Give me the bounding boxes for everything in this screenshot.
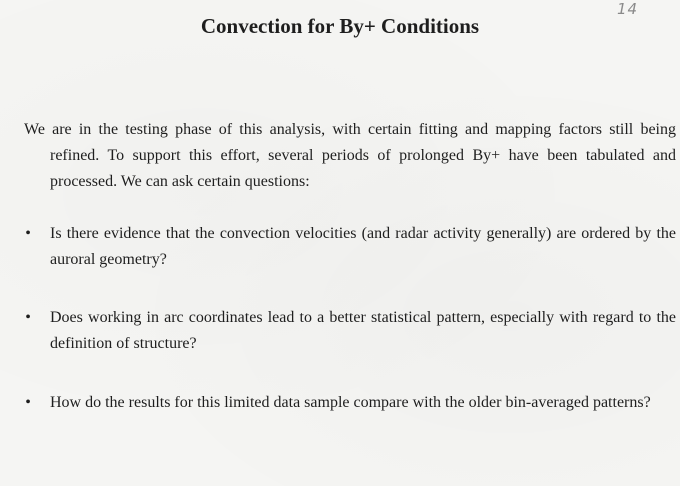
- bullet-icon: •: [25, 394, 31, 411]
- bullet-text: Does working in arc coordinates lead to a better statistical pattern, especially with regard to the definition of structure?: [50, 309, 676, 352]
- page-title: Convection for By+ Conditions: [200, 14, 480, 38]
- bullet-item: [22, 221, 676, 273]
- bullet-item: [22, 390, 676, 416]
- bullet-item: [22, 305, 676, 357]
- bullet-icon: •: [25, 309, 31, 326]
- page-number: 14: [617, 0, 639, 18]
- intro-paragraph: We are in the testing phase of this analysis, with certain fitting and mapping factors still being refined. To support this effort, several periods of prolonged By+ have been tabulated and processed. We can ask certain questions:: [24, 121, 676, 190]
- bullet-icon: •: [25, 225, 31, 242]
- bullet-text: Is there evidence that the convection velocities (and radar activity generally) are ordered by the auroral geometry?: [50, 225, 676, 268]
- bullet-text: How do the results for this limited data sample compare with the older bin-averaged patterns?: [50, 394, 651, 411]
